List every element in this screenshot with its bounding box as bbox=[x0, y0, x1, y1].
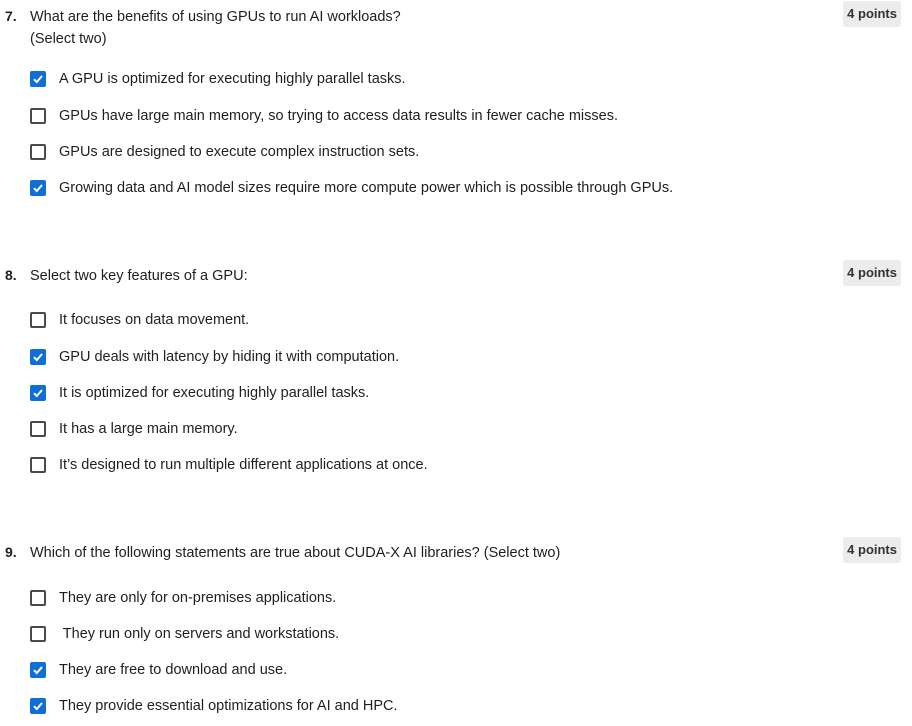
checkbox[interactable] bbox=[30, 180, 46, 196]
option-label: It’s designed to run multiple different applications at once. bbox=[59, 457, 428, 473]
option-q7-3[interactable] bbox=[30, 142, 419, 162]
question-number: 7. bbox=[5, 8, 17, 24]
checkbox[interactable] bbox=[30, 144, 46, 160]
option-label: Growing data and AI model sizes require more compute power which is possible through GPUs. bbox=[59, 180, 674, 196]
checkbox[interactable] bbox=[30, 385, 46, 401]
checkbox[interactable] bbox=[30, 349, 46, 365]
option-q8-2[interactable] bbox=[30, 347, 399, 367]
question-text bbox=[30, 542, 810, 564]
option-q7-2[interactable] bbox=[30, 106, 618, 126]
question-number: 8. bbox=[5, 267, 17, 283]
question-header bbox=[0, 6, 912, 47]
points-badge: 4 points bbox=[843, 260, 901, 286]
question-text-line-1: What are the benefits of using GPUs to run AI workloads? bbox=[30, 9, 401, 25]
option-label: They are only for on-premises applications. bbox=[59, 590, 337, 606]
checkmark-icon bbox=[32, 664, 44, 676]
option-label: They provide essential optimizations for AI and HPC. bbox=[59, 698, 398, 714]
option-q7-4[interactable] bbox=[30, 178, 673, 198]
checkbox[interactable] bbox=[30, 698, 46, 714]
question-header bbox=[0, 542, 912, 566]
option-q9-2[interactable] bbox=[30, 624, 339, 644]
option-q9-3[interactable] bbox=[30, 660, 287, 680]
checkbox[interactable] bbox=[30, 71, 46, 87]
question-text bbox=[30, 265, 810, 287]
points-badge: 4 points bbox=[843, 537, 901, 563]
checkbox[interactable] bbox=[30, 421, 46, 437]
option-q8-4[interactable] bbox=[30, 419, 238, 439]
question-number: 9. bbox=[5, 544, 17, 560]
option-label: It has a large main memory. bbox=[59, 421, 238, 437]
option-q8-3[interactable] bbox=[30, 383, 369, 403]
checkbox[interactable] bbox=[30, 108, 46, 124]
question-text-line-1: Select two key features of a GPU: bbox=[30, 268, 248, 284]
checkbox[interactable] bbox=[30, 662, 46, 678]
option-q8-1[interactable] bbox=[30, 310, 249, 330]
option-label: They run only on servers and workstations. bbox=[59, 626, 340, 642]
checkbox[interactable] bbox=[30, 312, 46, 328]
question-8 bbox=[0, 265, 912, 289]
option-q9-1[interactable] bbox=[30, 588, 336, 608]
option-label: GPUs have large main memory, so trying to access data results in fewer cache misses. bbox=[59, 108, 619, 124]
checkmark-icon bbox=[32, 700, 44, 712]
question-header bbox=[0, 265, 912, 289]
option-q9-4[interactable] bbox=[30, 696, 398, 716]
option-label: GPUs are designed to execute complex instruction sets. bbox=[59, 144, 420, 160]
checkbox[interactable] bbox=[30, 590, 46, 606]
option-q7-1[interactable] bbox=[30, 69, 406, 89]
checkmark-icon bbox=[32, 73, 44, 85]
option-label: They are free to download and use. bbox=[59, 662, 288, 678]
checkmark-icon bbox=[32, 387, 44, 399]
option-q8-5[interactable] bbox=[30, 455, 428, 475]
question-text bbox=[30, 6, 810, 50]
question-7 bbox=[0, 6, 912, 47]
option-label: It focuses on data movement. bbox=[59, 312, 250, 328]
question-9 bbox=[0, 542, 912, 566]
points-badge: 4 points bbox=[843, 1, 901, 27]
option-label: It is optimized for executing highly parallel tasks. bbox=[59, 385, 370, 401]
option-label: A GPU is optimized for executing highly parallel tasks. bbox=[59, 71, 406, 87]
question-text-line-1: Which of the following statements are true about CUDA-X AI libraries? (Select two) bbox=[30, 545, 561, 561]
checkbox[interactable] bbox=[30, 626, 46, 642]
checkmark-icon bbox=[32, 182, 44, 194]
option-label: GPU deals with latency by hiding it with computation. bbox=[59, 349, 400, 365]
question-text-line-2: (Select two) bbox=[30, 31, 107, 47]
checkbox[interactable] bbox=[30, 457, 46, 473]
checkmark-icon bbox=[32, 351, 44, 363]
